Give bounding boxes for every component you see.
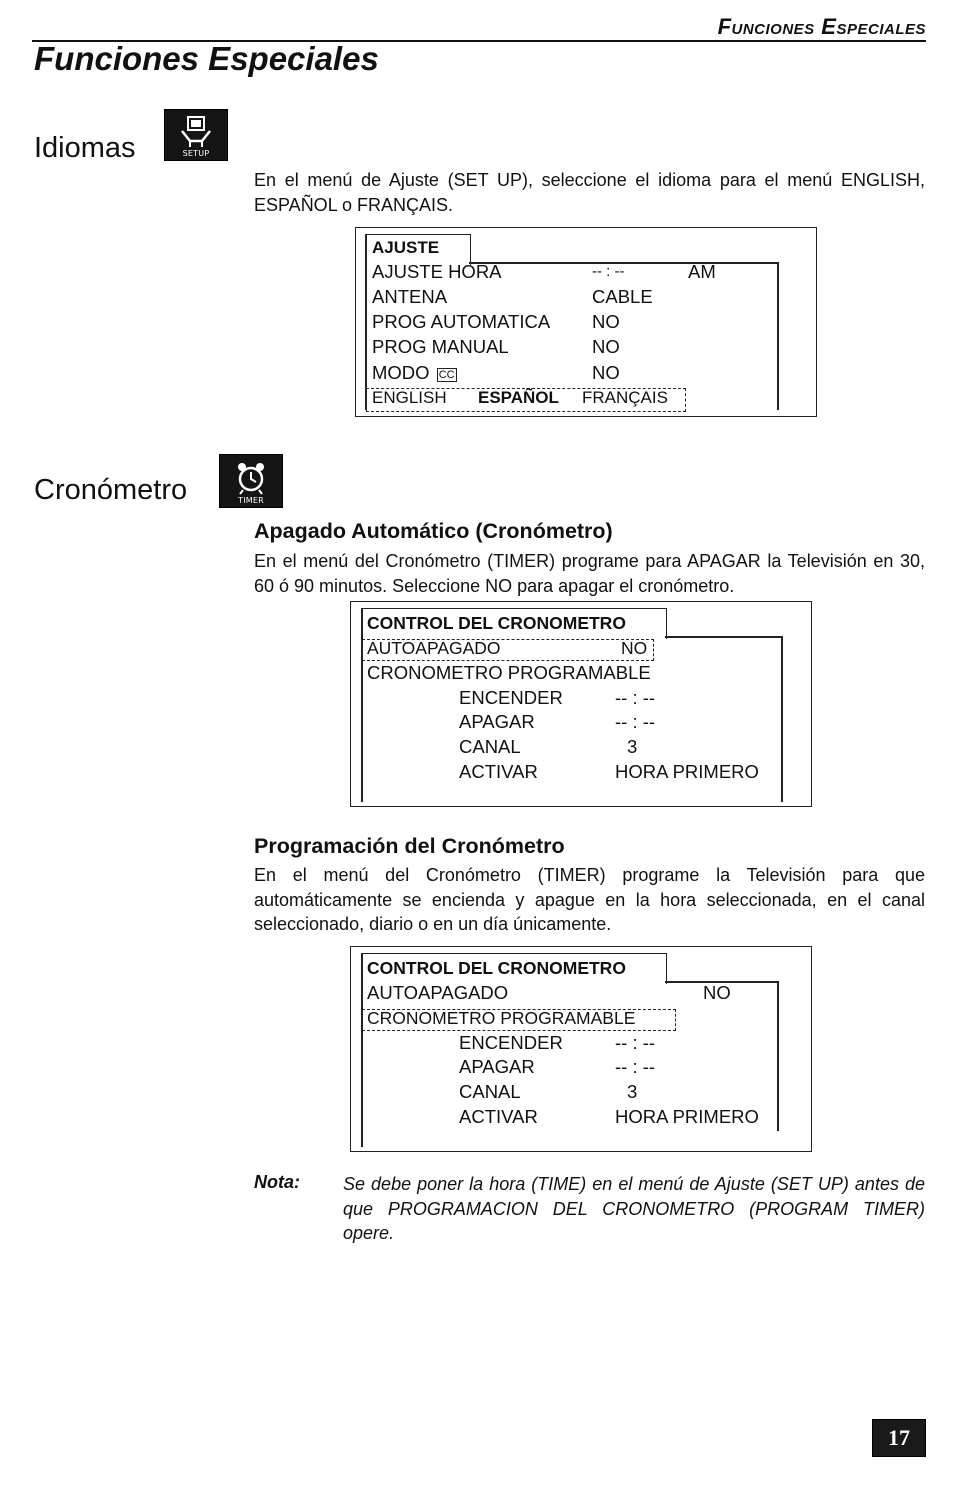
- cronometro-heading: Cronómetro: [34, 474, 188, 506]
- page-number: 17: [872, 1419, 926, 1457]
- autoapagado-value: NO: [703, 982, 731, 1003]
- idiomas-text: En el menú de Ajuste (SET UP), seleccione el idioma para el menú ENGLISH, ESPAÑOL o FRANÇAIS.: [254, 170, 925, 215]
- menu-item-prog-automatica[interactable]: PROG AUTOMATICA: [372, 311, 551, 332]
- cc-icon: CC: [438, 369, 455, 381]
- menu-item-canal[interactable]: CANAL: [459, 736, 521, 757]
- cronometro-tab-line: [665, 636, 781, 638]
- cronometro-right-rule: [781, 636, 783, 802]
- menu-item-prog-manual[interactable]: PROG MANUAL: [372, 336, 509, 357]
- prog-manual-value: NO: [592, 336, 620, 357]
- ajuste-hora-value: -- : --: [592, 263, 625, 280]
- ajuste-hora-ampm: AM: [688, 261, 716, 282]
- ajuste-hora-label: AJUSTE HORA: [372, 261, 502, 282]
- idiomas-heading: Idiomas: [34, 132, 136, 164]
- programacion-left-rule: [361, 953, 363, 1147]
- modo-value: NO: [592, 362, 620, 383]
- programacion-menu-title: CONTROL DEL CRONOMETRO: [367, 958, 626, 978]
- antena-value: CABLE: [592, 286, 653, 307]
- canal-value: 3: [627, 1081, 638, 1102]
- setup-icon-caption: SETUP: [182, 149, 210, 158]
- menu-item-ajuste-hora[interactable]: [372, 260, 502, 285]
- programacion-text: En el menú del Cronómetro (TIMER) programe la Televisión para que automáticamente se encienda y apague en la hora seleccionada, en el canal seleccionado, diario o en un día únicamente.: [254, 865, 925, 934]
- menu-item-canal[interactable]: CANAL: [459, 1081, 521, 1102]
- menu-item-apagar[interactable]: APAGAR: [459, 1056, 535, 1077]
- page-title: Funciones Especiales: [34, 40, 379, 77]
- timer-icon-caption: TIMER: [238, 496, 264, 505]
- cronometro-menu-programacion: [350, 946, 812, 1152]
- menu-item-apagar[interactable]: APAGAR: [459, 711, 535, 732]
- running-header: Funciones Especiales: [717, 14, 926, 39]
- menu-item-encender[interactable]: ENCENDER: [459, 687, 563, 708]
- setup-tv-icon: [164, 109, 228, 161]
- modo-label: MODO: [372, 362, 430, 383]
- menu-item-activar[interactable]: ACTIVAR: [459, 761, 538, 782]
- autoapagado-value: NO: [621, 638, 648, 658]
- encender-value: -- : --: [615, 687, 656, 708]
- language-option-english[interactable]: ENGLISH: [372, 388, 447, 407]
- prog-automatica-value: NO: [592, 311, 620, 332]
- clock-icon: [233, 460, 269, 496]
- menu-item-activar[interactable]: ACTIVAR: [459, 1106, 538, 1127]
- menu-item-antena[interactable]: ANTENA: [372, 286, 448, 307]
- cronometro-menu-apagado: [350, 601, 812, 807]
- activar-value: HORA PRIMERO: [615, 761, 759, 782]
- menu-item-cronometro-programable[interactable]: CRONOMETRO PROGRAMABLE: [367, 662, 651, 683]
- nota-text: Se debe poner la hora (TIME) en el menú de Ajuste (SET UP) antes de que PROGRAMACION DEL CRONOMETRO (PROGRAM TIMER) opere.: [343, 1174, 925, 1243]
- apagar-value: -- : --: [615, 711, 656, 732]
- menu-item-autoapagado[interactable]: AUTOAPAGADO: [367, 638, 501, 658]
- menu-item-cronometro-programable[interactable]: CRONOMETRO PROGRAMABLE: [367, 1008, 636, 1028]
- activar-value: HORA PRIMERO: [615, 1106, 759, 1127]
- ajuste-menu-title: AJUSTE: [372, 238, 440, 257]
- alarm-clock-icon: [219, 454, 283, 508]
- canal-value: 3: [627, 736, 638, 757]
- nota-label: Nota:: [254, 1172, 300, 1192]
- menu-item-encender[interactable]: ENCENDER: [459, 1032, 563, 1053]
- cronometro-menu-title: CONTROL DEL CRONOMETRO: [367, 613, 626, 633]
- encender-value: -- : --: [615, 1032, 656, 1053]
- apagado-heading: Apagado Automático (Cronómetro): [254, 519, 613, 543]
- language-option-francais[interactable]: FRANÇAIS: [582, 388, 668, 407]
- ajuste-left-rule: [365, 234, 367, 410]
- programacion-heading: Programación del Cronómetro: [254, 834, 565, 858]
- menu-item-autoapagado[interactable]: AUTOAPAGADO: [367, 982, 509, 1003]
- cronometro-left-rule: [361, 608, 363, 802]
- apagar-value: -- : --: [615, 1056, 656, 1077]
- apagado-text: En el menú del Cronómetro (TIMER) programe para APAGAR la Televisión en 30, 60 ó 90 minutos. Seleccione NO para apagar el cronómetro.: [254, 551, 925, 596]
- ajuste-right-rule: [777, 262, 779, 410]
- tv-hand-icon: [176, 115, 216, 149]
- programacion-right-rule: [777, 981, 779, 1131]
- language-option-espanol[interactable]: ESPAÑOL: [478, 388, 559, 407]
- menu-item-modo[interactable]: [372, 361, 457, 386]
- ajuste-menu: [355, 227, 817, 417]
